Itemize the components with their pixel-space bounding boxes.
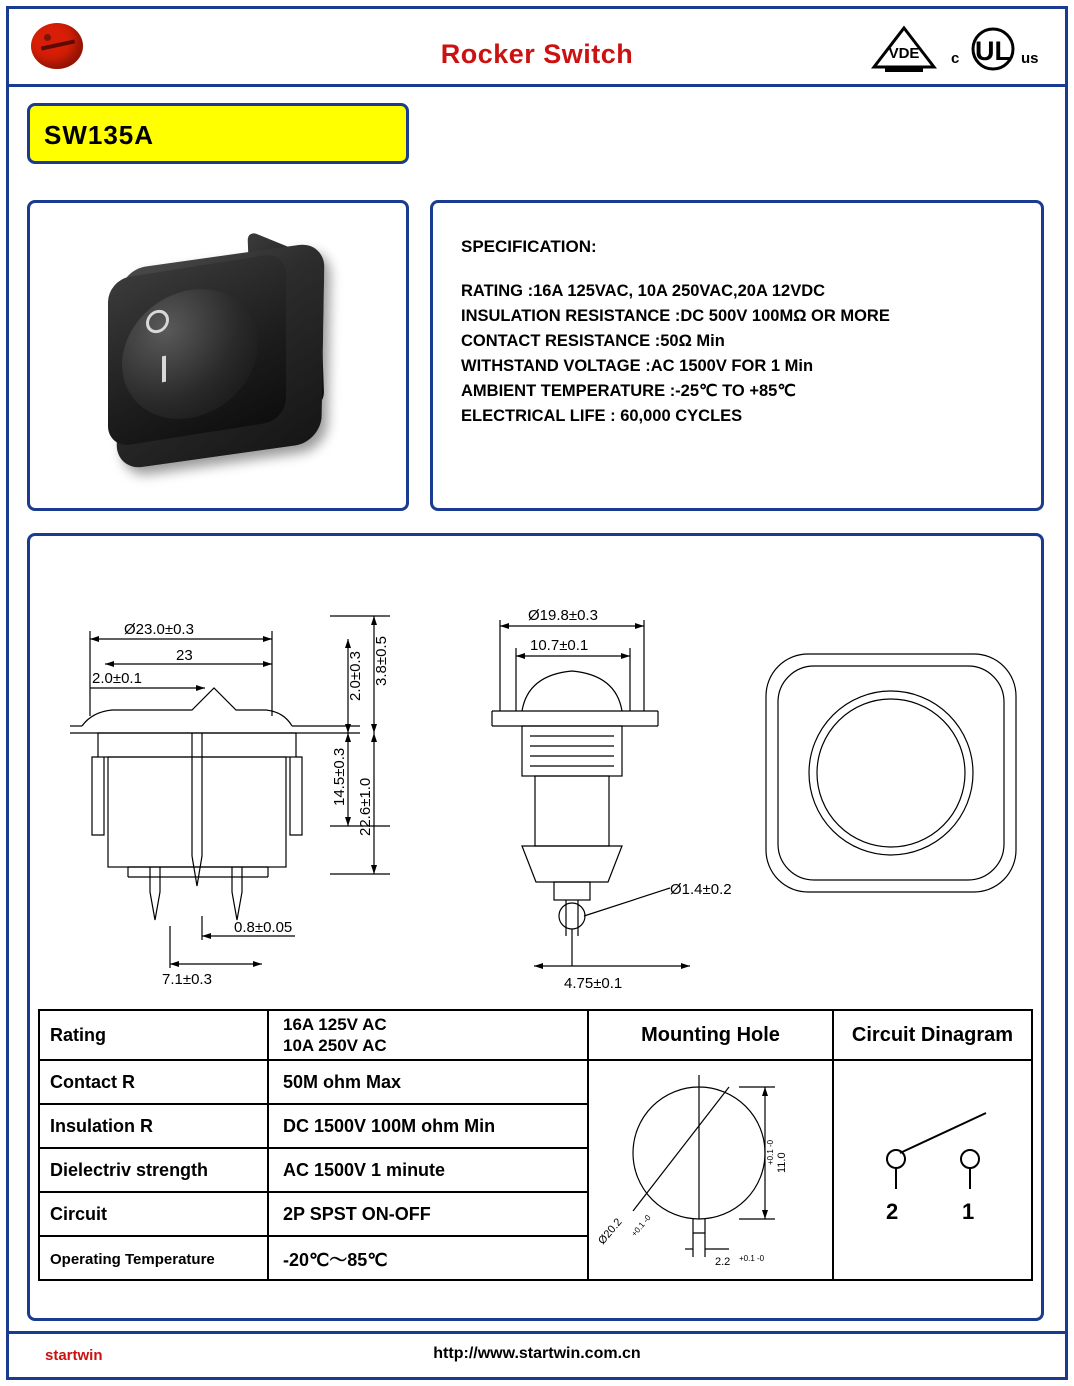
table-value-circuit: 2P SPST ON-OFF <box>283 1203 431 1224</box>
rating-line-1: 16A 125V AC <box>283 1015 387 1034</box>
rating-line-2: 10A 250V AC <box>283 1036 387 1055</box>
dim-front-7-1: 7.1±0.3 <box>162 971 212 988</box>
part-number-label: SW135A <box>44 120 155 150</box>
dim-front-0-8: 0.8±0.05 <box>234 919 293 936</box>
specification-title: SPECIFICATION: <box>461 237 597 256</box>
table-rows <box>40 1011 587 1279</box>
marking-on-icon <box>162 356 166 383</box>
specification-line-contact: CONTACT RESISTANCE :50Ω Min <box>461 332 725 350</box>
dim-front-width: 23 <box>176 647 193 664</box>
svg-text:c: c <box>951 50 960 67</box>
dim-mounting-diameter: Ø20.2 <box>596 1216 625 1247</box>
dim-mounting-diameter-tol: +0.1 -0 <box>629 1213 653 1239</box>
page-header <box>9 9 1065 87</box>
table-row <box>40 1193 587 1237</box>
dim-side-4-75: 4.75±0.1 <box>564 975 623 992</box>
mounting-hole-title: Mounting Hole <box>589 1011 832 1061</box>
vde-certification-icon <box>871 25 937 75</box>
dim-side-diameter: Ø19.8±0.3 <box>528 607 598 624</box>
mounting-hole-cell <box>587 1011 832 1279</box>
drawing-box <box>27 533 1044 1321</box>
circuit-diagram-cell <box>832 1011 1031 1279</box>
dim-front-2-0: 2.0±0.3 <box>347 651 364 701</box>
table-value-dielectric: AC 1500V 1 minute <box>283 1159 446 1180</box>
svg-text:VDE: VDE <box>888 45 920 62</box>
dim-mounting-height-tol: +0.1 -0 <box>766 1139 775 1165</box>
table-key-contact-r: Contact R <box>40 1061 269 1103</box>
specification-line-withstand: WITHSTAND VOLTAGE :AC 1500V FOR 1 Min <box>461 357 814 375</box>
circuit-diagram-drawing <box>834 1061 1031 1279</box>
footer-brand: startwin <box>45 1347 103 1364</box>
dim-side-10-7: 10.7±0.1 <box>530 637 589 654</box>
table-value-contact-r: 50M ohm Max <box>283 1071 402 1092</box>
footer-url[interactable]: http://www.startwin.com.cn <box>433 1345 641 1362</box>
table-row <box>40 1105 587 1149</box>
table-value-operating-temperature: -20℃～85℃ <box>283 1250 388 1270</box>
technical-drawings <box>30 536 1041 996</box>
svg-text:us: us <box>1021 50 1039 67</box>
dim-front-14-5: 14.5±0.3 <box>331 747 348 806</box>
page-title: Rocker Switch <box>440 39 634 69</box>
table-value-rating <box>269 1011 587 1059</box>
specification-table <box>38 1009 1033 1281</box>
dim-mounting-notch-tol: +0.1 -0 <box>739 1254 765 1263</box>
table-key-dielectric: Dielectriv strength <box>40 1149 269 1191</box>
table-row <box>40 1011 587 1061</box>
dim-mounting-notch: 2.2 <box>715 1256 731 1268</box>
table-row <box>40 1061 587 1105</box>
table-row <box>40 1237 587 1281</box>
circuit-diagram-title: Circuit Dinagram <box>834 1011 1031 1061</box>
ul-certification-icon <box>949 27 1041 73</box>
dim-front-diameter: Ø23.0±0.3 <box>124 621 194 638</box>
product-photo-box <box>27 200 409 511</box>
page-footer <box>9 1331 1065 1377</box>
dim-side-pin-dia: Ø1.4±0.2 <box>670 881 732 898</box>
mounting-hole-drawing <box>589 1061 834 1279</box>
table-value-insulation-r: DC 1500V 100M ohm Min <box>283 1115 496 1136</box>
table-key-insulation-r: Insulation R <box>40 1105 269 1147</box>
certification-marks <box>871 21 1041 79</box>
terminal-label-1: 1 <box>962 1199 975 1224</box>
table-key-circuit: Circuit <box>40 1193 269 1235</box>
dim-mounting-height: 11.0 <box>776 1152 788 1173</box>
rocker-switch-photo <box>100 238 340 473</box>
specification-line-rating: RATING :16A 125VAC, 10A 250VAC,20A 12VDC <box>461 282 826 300</box>
dim-front-3-8: 3.8±0.5 <box>373 636 390 686</box>
table-row <box>40 1149 587 1193</box>
dim-front-22-6: 22.6±1.0 <box>357 777 374 836</box>
specification-line-life: ELECTRICAL LIFE : 60,000 CYCLES <box>461 407 743 425</box>
specification-box <box>430 200 1044 511</box>
table-key-rating: Rating <box>40 1011 269 1059</box>
svg-text:UL: UL <box>975 36 1011 66</box>
terminal-label-2: 2 <box>886 1199 899 1224</box>
dim-front-thickness: 2.0±0.1 <box>92 670 142 687</box>
part-number-box <box>27 103 409 164</box>
specification-line-insulation: INSULATION RESISTANCE :DC 500V 100MΩ OR MORE <box>461 307 890 325</box>
table-key-operating-temperature: Operating Temperature <box>40 1237 269 1281</box>
specification-line-temperature: AMBIENT TEMPERATURE :-25℃ TO +85℃ <box>461 382 796 400</box>
